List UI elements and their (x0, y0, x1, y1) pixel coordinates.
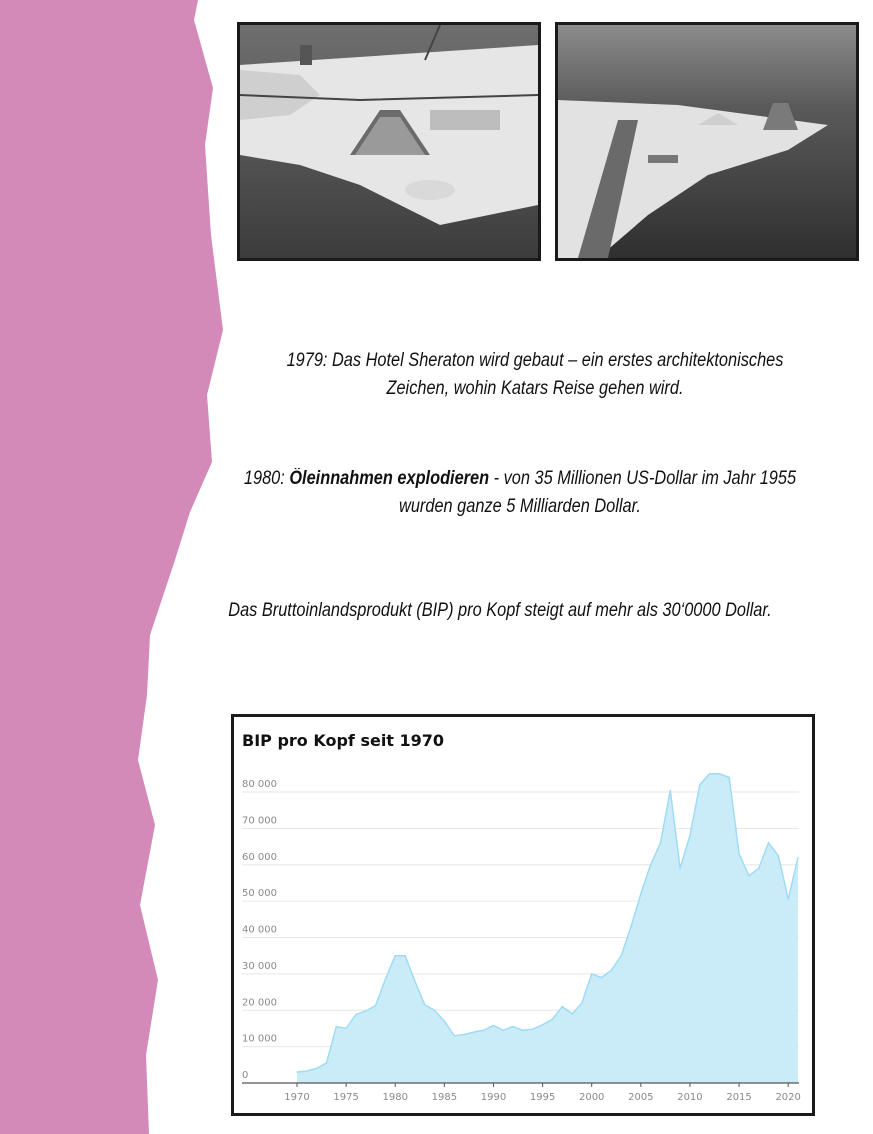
data-point (788, 899, 789, 900)
data-point (621, 955, 622, 956)
data-point (699, 784, 700, 785)
data-point (522, 1030, 523, 1031)
data-point (670, 790, 671, 791)
x-tick-label: 2010 (677, 1092, 703, 1103)
data-point (542, 1024, 543, 1025)
caption-1979: 1979: Das Hotel Sheraton wird gebaut – ein erstes architektonisches Zeichen, wohin Katars Reise gehen wird. (286, 350, 784, 399)
gdp-chart (234, 717, 812, 1113)
x-tick-label: 1975 (333, 1092, 359, 1103)
y-tick-label: 40 000 (242, 924, 277, 936)
data-point (758, 868, 759, 869)
y-tick-label: 30 000 (242, 960, 277, 972)
data-point (306, 1070, 307, 1071)
data-point (680, 868, 681, 869)
data-point (513, 1026, 514, 1027)
data-point (719, 773, 720, 774)
data-point (601, 977, 602, 978)
data-point (709, 773, 710, 774)
data-point (473, 1032, 474, 1033)
data-point (581, 1002, 582, 1003)
data-point (395, 955, 396, 956)
data-point (316, 1068, 317, 1069)
data-point (365, 1010, 366, 1011)
data-point (532, 1029, 533, 1030)
y-tick-label: 10 000 (242, 1033, 277, 1045)
data-point (493, 1025, 494, 1026)
data-point (768, 842, 769, 843)
x-tick-label: 2000 (578, 1092, 605, 1103)
chart-title: BIP pro Kopf seit 1970 (242, 731, 445, 750)
data-point (405, 955, 406, 956)
x-tick-label: 2015 (726, 1092, 752, 1103)
data-point (424, 1004, 425, 1005)
x-tick-label: 1970 (284, 1092, 310, 1103)
y-tick-label: 70 000 (242, 815, 277, 827)
x-tick-label: 2020 (775, 1092, 801, 1103)
data-point (748, 875, 749, 876)
sheraton-aerial-photo-1 (237, 22, 541, 261)
gdp-area (297, 774, 798, 1083)
data-point (611, 970, 612, 971)
x-tick-label: 1985 (431, 1092, 458, 1103)
data-point (454, 1035, 455, 1036)
data-point (375, 1005, 376, 1006)
data-point (729, 777, 730, 778)
data-point (414, 981, 415, 982)
data-point (385, 979, 386, 980)
data-point (660, 842, 661, 843)
x-tick-label: 1980 (382, 1092, 408, 1103)
data-point (326, 1062, 327, 1063)
data-point (640, 893, 641, 894)
data-point (552, 1019, 553, 1020)
data-point (562, 1006, 563, 1007)
data-point (434, 1010, 435, 1011)
data-point (630, 926, 631, 927)
data-point (689, 835, 690, 836)
data-point (463, 1034, 464, 1035)
caption-bip: Das Bruttoinlandsprodukt (BIP) pro Kopf steigt auf mehr als 30‘0000 Dollar. (228, 600, 772, 621)
y-tick-label: 50 000 (242, 888, 277, 900)
data-point (336, 1026, 337, 1027)
data-point (650, 864, 651, 865)
caption-1980 (228, 465, 813, 521)
data-point (778, 855, 779, 856)
data-point (797, 857, 798, 858)
x-tick-label: 1995 (529, 1092, 556, 1103)
caption-1980-bold: Öleinnahmen explodieren (289, 468, 490, 489)
x-tick-label: 2005 (628, 1092, 654, 1103)
x-tick-label: 1990 (480, 1092, 507, 1103)
y-tick-label: 80 000 (242, 779, 277, 790)
data-point (483, 1030, 484, 1031)
data-point (739, 853, 740, 854)
sheraton-aerial-photo-2 (555, 22, 859, 261)
y-tick-label: 20 000 (242, 997, 277, 1009)
data-point (591, 973, 592, 974)
data-point (503, 1030, 504, 1031)
data-point (296, 1072, 297, 1073)
data-point (444, 1021, 445, 1022)
gdp-chart-card (231, 714, 815, 1116)
caption-1980-prefix: 1980: (243, 468, 290, 489)
data-point (355, 1014, 356, 1015)
y-tick-label: 60 000 (242, 851, 277, 863)
data-point (572, 1013, 573, 1014)
y-tick-label: 0 (242, 1070, 249, 1081)
data-point (346, 1028, 347, 1029)
caption-1980-rest: - von 35 Millionen US-Dollar im Jahr 1955 wurden ganze 5 Milliarden Dollar. (399, 468, 797, 517)
